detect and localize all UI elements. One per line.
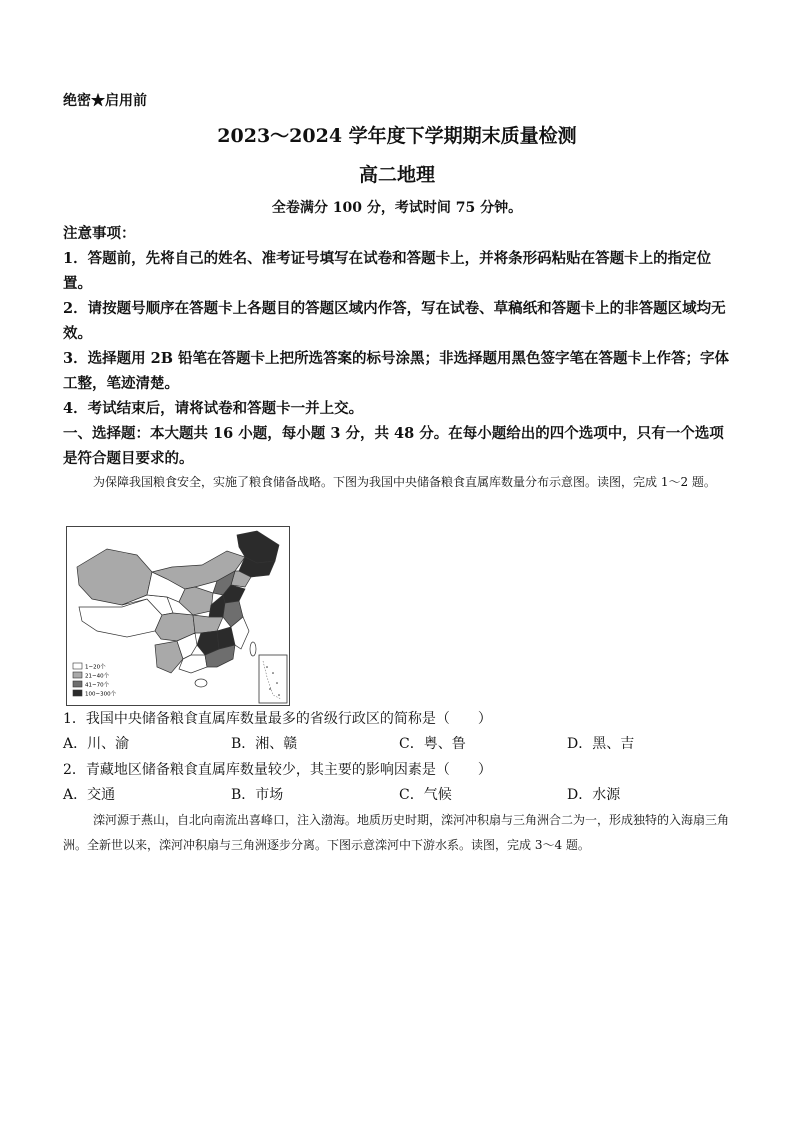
q2-option-d: D．水源 [567,787,621,803]
question-1-stem: 1．我国中央储备粮食直属库数量最多的省级行政区的简称是（ ） [63,711,492,727]
passage-2: 滦河源于燕山，自北向南流出喜峰口，注入渤海。地质历史时期，滦河冲积扇与三角洲合二为一，形成独特的入海扇三角洲。全新世以来，滦河冲积扇与三角洲逐步分离。下图示意滦河中下游水系。读图，完成 3～4 题。 [63,813,730,852]
china-map-figure [67,527,289,705]
q1-option-b: B．湘、赣 [231,736,298,752]
note-item-3: 3．选择题用 2B 铅笔在答题卡上把所选答案的标号涂黑；非选择题用黑色签字笔在答题卡上作答；字体工整，笔迹清楚。 [63,350,730,392]
note-item-2: 2．请按题号顺序在答题卡上各题目的答题区域内作答，写在试卷、草稿纸和答题卡上的非答题区域均无效。 [63,300,726,342]
score-info: 全卷满分 100 分，考试时间 75 分钟。 [271,200,523,216]
q2-option-c: C．气候 [399,787,452,803]
legend-label-2: 21~40个 [85,673,110,680]
legend-label-4: 100~300个 [85,691,117,698]
question-2-options [63,784,731,808]
q2-option-a: A．交通 [63,787,116,803]
q1-option-a: A．川、渝 [63,736,130,752]
q1-option-c: C．粤、鲁 [399,736,466,752]
note-item-4: 4．考试结束后，请将试卷和答题卡一并上交。 [63,400,364,417]
grain-depot-map [66,526,290,706]
section-heading: 一、选择题：本大题共 16 小题，每小题 3 分，共 48 分。在每小题给出的四个选项中，只有一个选项是符合题目要求的。 [63,425,724,467]
question-2-stem: 2．青藏地区储备粮食直属库数量较少，其主要的影响因素是（ ） [63,762,492,778]
legend-label-1: 1~20个 [85,664,106,671]
confidential-label: 绝密★启用前 [63,93,147,109]
q1-option-d: D．黑、吉 [567,736,635,752]
subject-title: 高二地理 [358,164,435,186]
note-item-1: 1．答题前，先将自己的姓名、准考证号填写在试卷和答题卡上，并将条形码粘贴在答题卡上的指定位置。 [63,250,712,292]
question-1-options [63,733,731,757]
legend-label-3: 41~70个 [85,682,110,689]
notes-heading: 注意事项： [63,225,136,242]
q2-option-b: B．市场 [231,787,284,803]
passage-1: 为保障我国粮食安全，实施了粮食储备战略。下图为我国中央储备粮食直属库数量分布示意图。读图，完成 1～2 题。 [93,475,716,489]
exam-title: 2023～2024 学年度下学期期末质量检测 [217,125,577,147]
